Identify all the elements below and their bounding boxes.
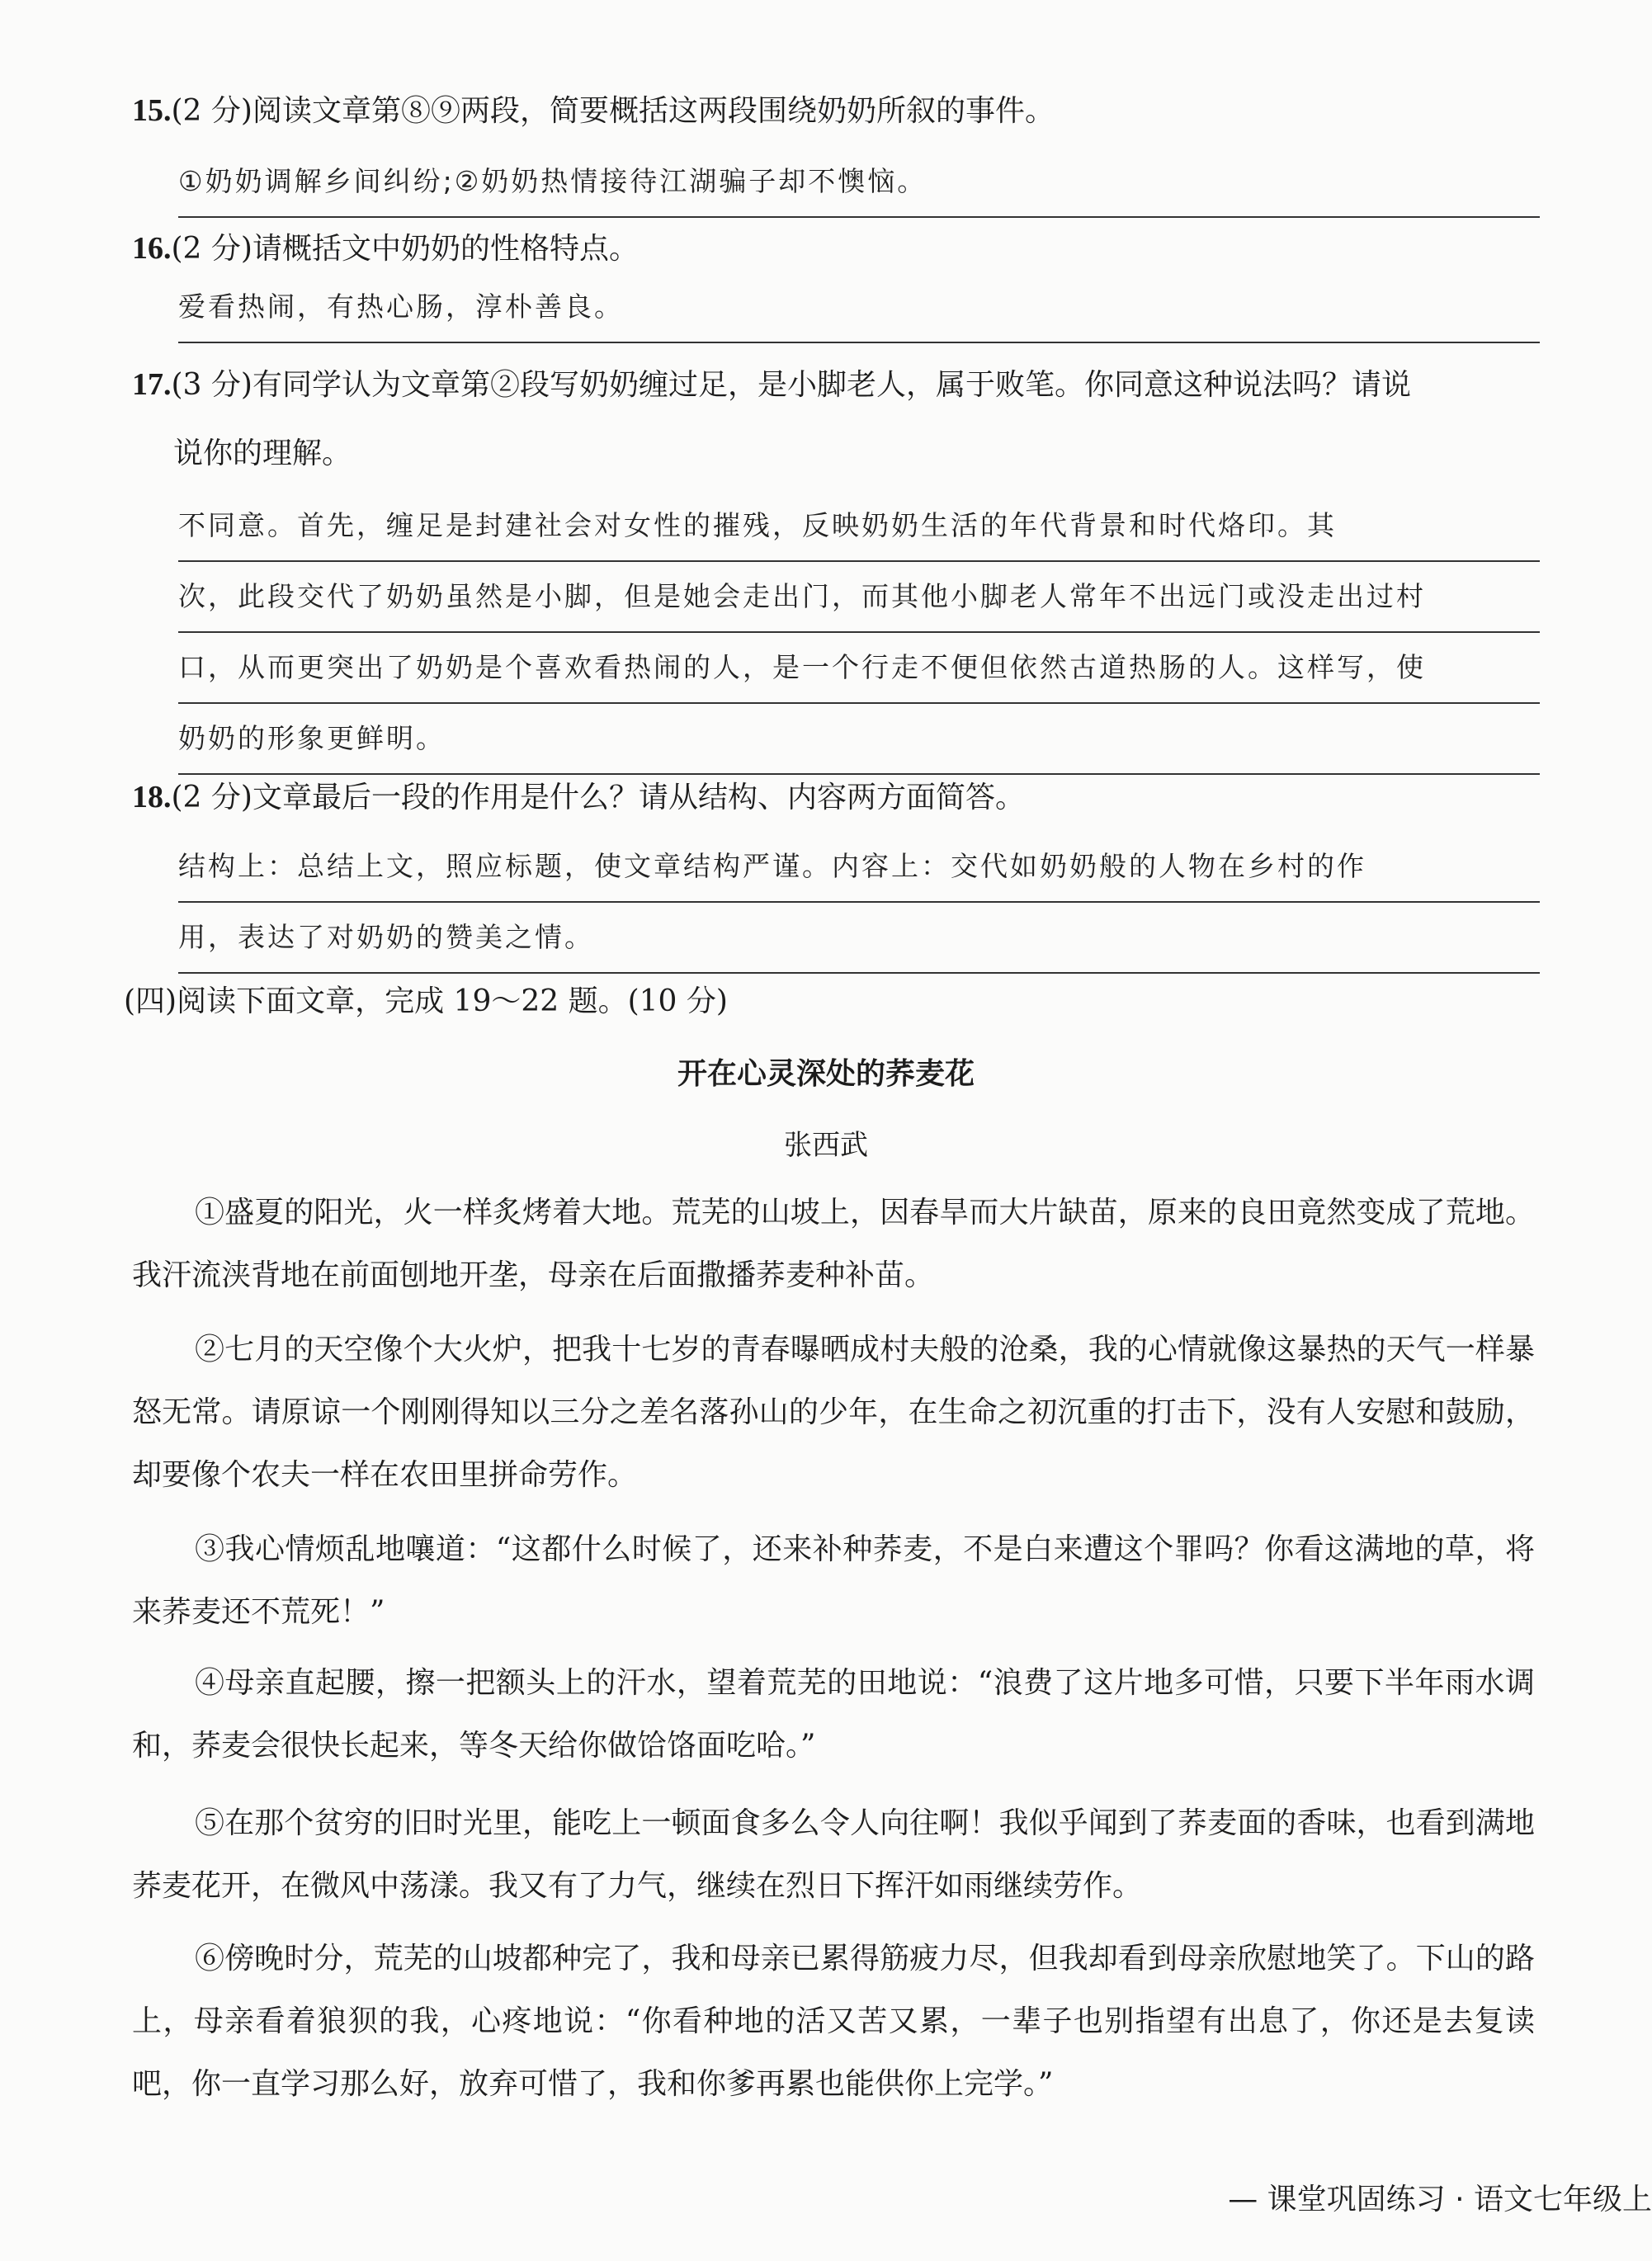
paragraph-6: ⑥傍晚时分，荒芜的山坡都种完了，我和母亲已累得筋疲力尽，但我却看到母亲欣慰地笑了。下山的路上，母亲看着狼狈的我，心疼地说：“你看种地的活又苦又累，一辈子也别指望有出息了，你还是去复读吧，你一直学习那么好，放弃可惜了，我和你爹再累也能供你上完学。” — [132, 1942, 1535, 2101]
answer-line: 口，从而更突出了奶奶是个喜欢看热闹的人，是一个行走不便但依然古道热肠的人。这样写，使 — [178, 633, 1540, 704]
answer-18 — [178, 832, 1540, 974]
page-footer: — 课堂巩固练习 · 语文七年级上 — [1228, 2183, 1652, 2216]
paragraph-4: ④母亲直起腰，擦一把额头上的汗水，望着荒芜的田地说：“浪费了这片地多可惜，只要下半年雨水调和，荞麦会很快长起来，等冬天给你做饸饹面吃哈。” — [132, 1666, 1535, 1763]
question-17-continued: 说你的理解。 — [173, 437, 352, 470]
answer-line: 不同意。首先，缠足是封建社会对女性的摧残，反映奶奶生活的年代背景和时代烙印。其 — [178, 491, 1540, 562]
article-author: 张西武 — [784, 1129, 868, 1162]
question-17 — [132, 363, 1535, 407]
answer-line: 用，表达了对奶奶的赞美之情。 — [178, 903, 1540, 974]
question-text: (2 分)请概括文中奶奶的性格特点。 — [171, 232, 639, 266]
paragraph-2: ②七月的天空像个大火炉，把我十七岁的青春曝晒成村夫般的沧桑，我的心情就像这暴热的天气一样暴怒无常。请原谅一个刚刚得知以三分之差名落孙山的少年，在生命之初沉重的打击下，没有人安慰和鼓励，却要像个农夫一样在农田里拼命劳作。 — [132, 1333, 1535, 1492]
answer-16 — [178, 272, 1540, 343]
paragraph-5: ⑤在那个贫穷的旧时光里，能吃上一顿面食多么令人向往啊！我似乎闻到了荞麦面的香味，也看到满地荞麦花开，在微风中荡漾。我又有了力气，继续在烈日下挥汗如雨继续劳作。 — [132, 1806, 1535, 1903]
question-number: 18. — [132, 780, 172, 814]
answer-line: 次，此段交代了奶奶虽然是小脚，但是她会走出门，而其他小脚老人常年不出远门或没走出过村 — [178, 562, 1540, 633]
answer-15 — [178, 147, 1540, 218]
question-number: 15. — [132, 93, 172, 128]
question-number: 16. — [132, 231, 172, 266]
answer-line: ①奶奶调解乡间纠纷;②奶奶热情接待江湖骗子却不懊恼。 — [178, 147, 1540, 218]
answer-line: 结构上：总结上文，照应标题，使文章结构严谨。内容上：交代如奶奶般的人物在乡村的作 — [178, 832, 1540, 903]
paragraph-3: ③我心情烦乱地嚷道：“这都什么时候了，还来补种荞麦，不是白来遭这个罪吗？你看这满地的草，将来荞麦还不荒死！” — [132, 1532, 1535, 1629]
question-number: 17. — [132, 367, 172, 402]
answer-17 — [178, 491, 1540, 775]
section-heading: (四)阅读下面文章，完成 19～22 题。(10 分) — [124, 984, 728, 1018]
question-18 — [132, 776, 1535, 819]
question-text: (2 分)阅读文章第⑧⑨两段，简要概括这两段围绕奶奶所叙的事件。 — [171, 94, 1055, 128]
article-title: 开在心灵深处的荞麦花 — [677, 1057, 975, 1091]
question-16 — [132, 227, 1535, 271]
question-text: (2 分)文章最后一段的作用是什么？请从结构、内容两方面简答。 — [171, 781, 1025, 814]
question-15 — [132, 89, 1535, 133]
answer-line: 奶奶的形象更鲜明。 — [178, 704, 1540, 775]
answer-line: 爱看热闹，有热心肠，淳朴善良。 — [178, 272, 1540, 343]
paragraph-1: ①盛夏的阳光，火一样炙烤着大地。荒芜的山坡上，因春旱而大片缺苗，原来的良田竟然变成了荒地。我汗流浃背地在前面刨地开垄，母亲在后面撒播荞麦种补苗。 — [132, 1196, 1535, 1292]
question-text: (3 分)有同学认为文章第②段写奶奶缠过足，是小脚老人，属于败笔。你同意这种说法吗？请说 — [171, 368, 1411, 402]
